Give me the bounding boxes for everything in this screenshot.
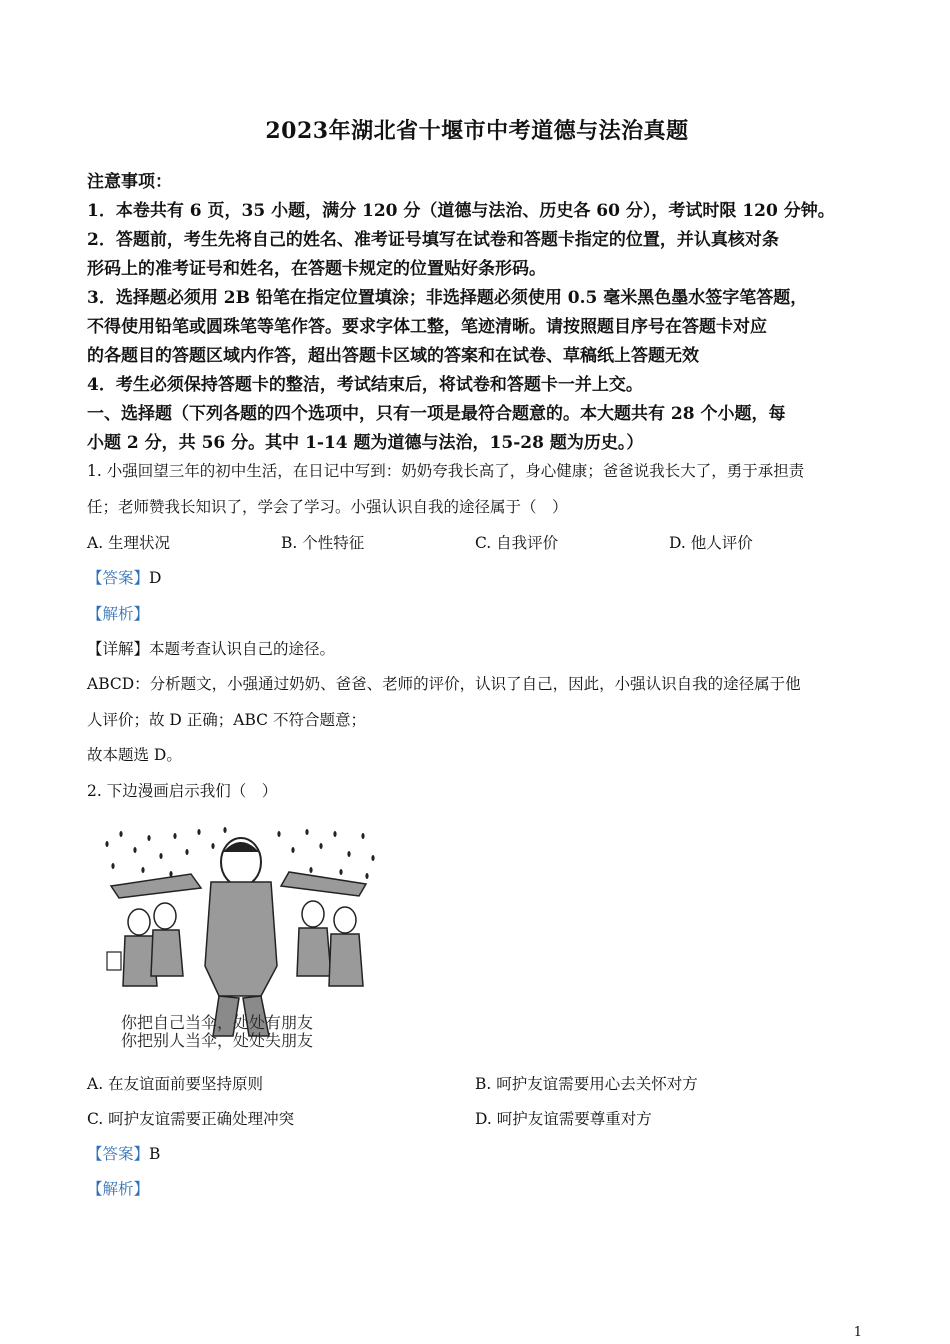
q2-option-a: A. 在友谊面前要坚持原则	[87, 1075, 264, 1093]
detail-text: 本题考查认识自己的途径。	[149, 640, 336, 658]
q1-option-d: D. 他人评价	[669, 534, 753, 552]
page-number: 1	[853, 1325, 862, 1340]
detail-tag: 【详解】	[87, 640, 150, 658]
q1-explain: ABCD：分析题文，小强通过奶奶、爸爸、老师的评价，认识了自己，因此，小强认识自我的途径属于他	[87, 675, 801, 693]
q2-options-row	[87, 1066, 867, 1102]
q1-stem: 1. 小强回望三年的初中生活，在日记中写到：奶奶夸我长高了，身心健康；爸爸说我长大了，勇于承担责	[87, 462, 805, 480]
analysis-tag: 【解析】	[87, 1180, 150, 1198]
notice-line: 的各题目的答题区域内作答，超出答题卡区域的答案和在试卷、草稿纸上答题无效	[87, 346, 699, 366]
notice-heading: 注意事项：	[87, 172, 172, 192]
q2-options-row	[87, 1101, 867, 1137]
notice-line: 不得使用铅笔或圆珠笔等笔作答。要求字体工整，笔迹清晰。请按照题目序号在答题卡对应	[87, 317, 767, 337]
q1-answer	[87, 560, 867, 596]
q2-option-c: C. 呵护友谊需要正确处理冲突	[87, 1110, 295, 1128]
page-title: 2023年湖北省十堰市中考道德与法治真题	[265, 118, 689, 144]
notice-line: 形码上的准考证号和姓名，在答题卡规定的位置贴好条形码。	[87, 259, 546, 279]
q1-detail	[87, 631, 867, 667]
answer-tag: 【答案】	[87, 1145, 150, 1163]
cartoon-caption-line: 你把别人当伞，处处失朋友	[121, 1031, 314, 1050]
q1-option-c: C. 自我评价	[475, 534, 559, 552]
answer-value: B	[149, 1145, 161, 1163]
q2-option-b: B. 呵护友谊需要用心去关怀对方	[475, 1075, 698, 1093]
answer-value: D	[149, 569, 162, 587]
notice-line: 4．考生必须保持答题卡的整洁，考试结束后，将试卷和答题卡一并上交。	[87, 375, 643, 395]
analysis-tag: 【解析】	[87, 605, 150, 623]
notice-line: 2．答题前，考生先将自己的姓名、准考证号填写在试卷和答题卡指定的位置，并认真核对条	[87, 230, 779, 250]
cartoon-image	[101, 826, 381, 1050]
q1-stem: 任；老师赞我长知识了，学会了学习。小强认识自我的途径属于（ ）	[87, 498, 568, 516]
notice-line: 1．本卷共有 6 页，35 小题，满分 120 分（道德与法治、历史各 60 分），考试时限 120 分钟。	[87, 201, 835, 221]
notice-line: 3．选择题必须用 2B 铅笔在指定位置填涂；非选择题必须使用 0.5 毫米黑色墨水签字笔答题，	[87, 288, 808, 308]
answer-tag: 【答案】	[87, 569, 150, 587]
q1-conclusion: 故本题选 D。	[87, 746, 182, 764]
q2-option-d: D. 呵护友谊需要尊重对方	[475, 1110, 652, 1128]
section-heading: 小题 2 分，共 56 分。其中 1-14 题为道德与法治，15-28 题为历史。）	[87, 433, 644, 453]
q2-stem: 2. 下边漫画启示我们（ ）	[87, 782, 278, 800]
q1-option-b: B. 个性特征	[281, 534, 365, 552]
cartoon-caption-line: 你把自己当伞，处处有朋友	[121, 1013, 314, 1032]
q2-answer	[87, 1136, 867, 1172]
q1-options	[87, 525, 867, 561]
section-heading: 一、选择题（下列各题的四个选项中，只有一项是最符合题意的。本大题共有 28 个小题，每	[87, 404, 786, 424]
q1-explain: 人评价；故 D 正确；ABC 不符合题意；	[87, 711, 366, 729]
q1-option-a: A. 生理状况	[87, 534, 171, 552]
